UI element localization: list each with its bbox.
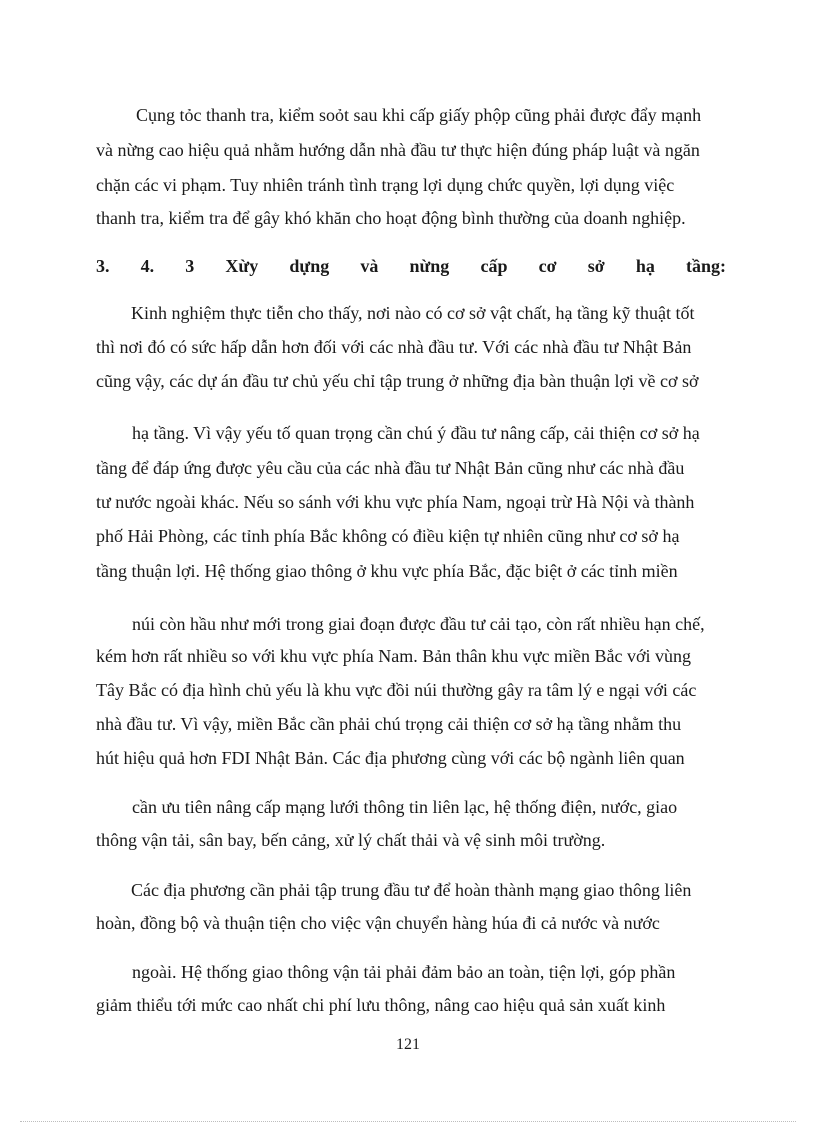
text-line: thông vận tải, sân bay, bến cảng, xử lý chất thải và vệ sinh môi trường. <box>96 830 606 850</box>
text-line: tư nước ngoài khác. Nếu so sánh với khu vực phía Nam, ngoại trừ Hà Nội và thành <box>96 492 695 512</box>
heading-word: Xừy <box>225 256 259 276</box>
heading-word: tầng: <box>685 256 726 276</box>
text-line: thì nơi đó có sức hấp dẫn hơn đối với các nhà đầu tư. Với các nhà đầu tư Nhật Bản <box>96 337 692 357</box>
text-line: chặn các vi phạm. Tuy nhiên tránh tình trạng lợi dụng chức quyền, lợi dụng việc <box>96 175 675 195</box>
text-line: kém hơn rất nhiều so với khu vực phía Nam. Bản thân khu vực miền Bắc với vùng <box>96 646 691 666</box>
text-line: hút hiệu quả hơn FDI Nhật Bản. Các địa phương cùng với các bộ ngành liên quan <box>96 748 685 768</box>
text-line: thanh tra, kiểm tra để gây khó khăn cho hoạt động bình thường của doanh nghiệp. <box>96 208 686 228</box>
text-line: Các địa phương cần phải tập trung đầu tư để hoàn thành mạng giao thông liên <box>131 880 692 900</box>
heading-word: sở <box>587 256 605 276</box>
text-line: cần ưu tiên nâng cấp mạng lưới thông tin liên lạc, hệ thống điện, nước, giao <box>132 797 678 817</box>
section-heading <box>96 254 726 278</box>
text-line: hạ tầng. Vì vậy yếu tố quan trọng cần chú ý đầu tư nâng cấp, cải thiện cơ sở hạ <box>132 423 700 443</box>
text-line: giảm thiểu tới mức cao nhất chi phí lưu thông, nâng cao hiệu quả sản xuất kinh <box>96 995 666 1015</box>
text-line: núi còn hầu như mới trong giai đoạn được đầu tư cải tạo, còn rất nhiều hạn chế, <box>132 614 705 634</box>
heading-word: 3 <box>185 256 195 276</box>
text-line: Tây Bắc có địa hình chủ yếu là khu vực đồi núi thường gây ra tâm lý e ngại với các <box>96 680 697 700</box>
text-line: Kinh nghiệm thực tiễn cho thấy, nơi nào có cơ sở vật chất, hạ tầng kỹ thuật tốt <box>131 303 695 323</box>
text-line: tầng để đáp ứng được yêu cầu của các nhà đầu tư Nhật Bản cũng như các nhà đầu <box>96 458 685 478</box>
text-line: hoàn, đồng bộ và thuận tiện cho việc vận chuyển hàng húa đi cả nước và nước <box>96 913 660 933</box>
page-number: 121 <box>396 1036 420 1053</box>
heading-word: và <box>360 256 379 276</box>
text-line: Cụng tỏc thanh tra, kiểm soỏt sau khi cấp giấy phộp cũng phải được đẩy mạnh <box>136 105 702 125</box>
text-line: tầng thuận lợi. Hệ thống giao thông ở khu vực phía Bắc, đặc biệt ở các tỉnh miền <box>96 561 678 581</box>
heading-word: 4. <box>140 256 155 276</box>
heading-word: cấp <box>480 256 508 276</box>
heading-word: dựng <box>289 256 330 276</box>
heading-word: 3. <box>96 256 110 276</box>
text-line: ngoài. Hệ thống giao thông vận tải phải đảm bảo an toàn, tiện lợi, góp phần <box>132 962 676 982</box>
heading-word: nừng <box>409 256 450 276</box>
text-line: và nừng cao hiệu quả nhằm hướng dẫn nhà đầu tư thực hiện đúng pháp luật và ngăn <box>96 140 700 160</box>
text-line: cũng vậy, các dự án đầu tư chủ yếu chỉ tập trung ở những địa bàn thuận lợi về cơ sở <box>96 371 699 391</box>
heading-word: cơ <box>538 256 557 276</box>
text-line: phố Hải Phòng, các tỉnh phía Bắc không có điều kiện tự nhiên cũng như cơ sở hạ <box>96 526 680 546</box>
page-bottom-divider <box>20 1121 796 1122</box>
heading-word: hạ <box>635 256 655 276</box>
text-line: nhà đầu tư. Vì vậy, miền Bắc cần phải chú trọng cải thiện cơ sở hạ tầng nhằm thu <box>96 714 682 734</box>
